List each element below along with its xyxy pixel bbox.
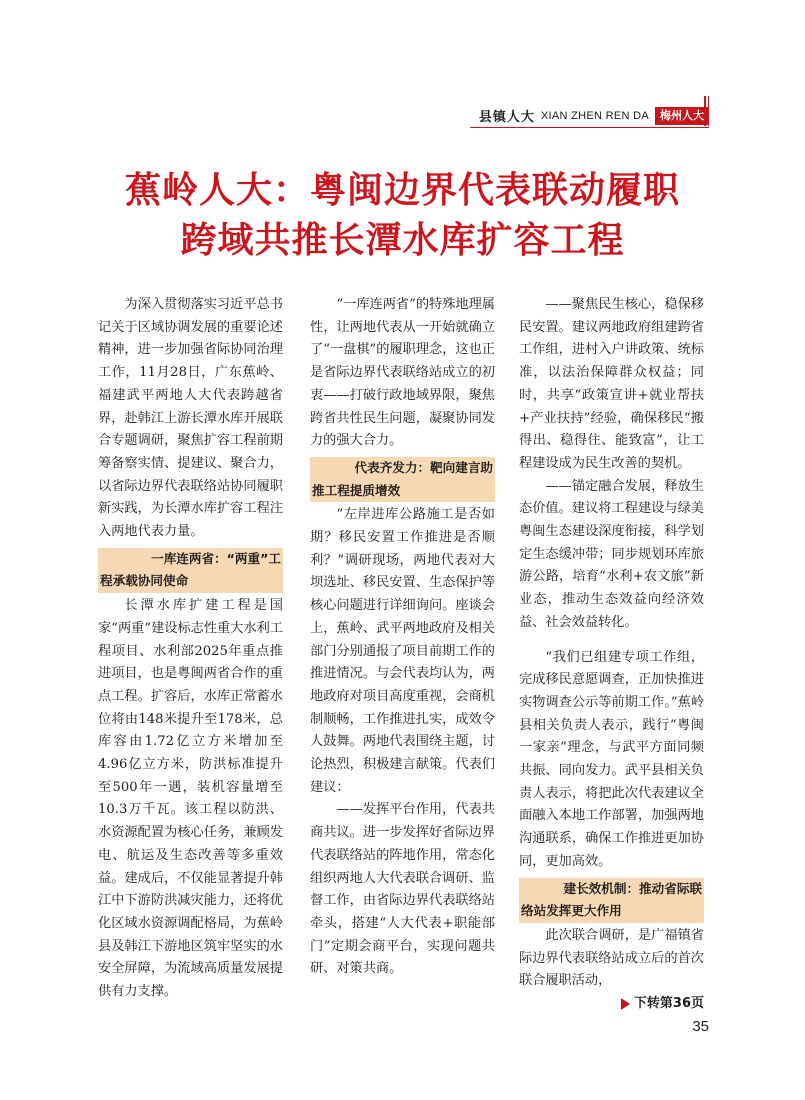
subheading-line: 建长效机制：推动省际联 [563, 880, 702, 896]
title-line-2: 跨域共推长潭水库扩容工程 [180, 219, 625, 261]
paragraph: “左岸进库公路施工是否如期？移民安置工作推进是否顺利？”调研现场，两地代表对大坝选址、移民安置、生态保护等核心问题进行详细询问。座谈会上，蕉岭、武平两地政府及相关部门分别通报了项目前期工作的推进情况。与会代表均认为，两地政府对项目高度重视，会商机制顺畅，工作推进扎实，成效令人鼓舞。两地代表围绕主题，讨论热烈，积极建言献策。代表们建议： [310, 507, 495, 795]
subheading-line: 推工程提质增效 [312, 482, 401, 498]
section-name-en: XIAN ZHEN REN DA [540, 109, 649, 122]
arrow-right-icon [621, 998, 630, 1010]
paragraph: ——聚焦民生核心，稳保移民安置。建议两地政府组建跨省工作组，进村入户讲政策、统标准，以法治保障群众权益；同时，共享“政策宣讲+就业帮扶+产业扶持”经验，确保移民“搬得出、稳得住、能致富”，让工程建设成为民生改善的契机。 [519, 297, 704, 471]
article-title [0, 166, 805, 266]
subheading-line: 程承载协同使命 [100, 573, 189, 589]
column-3 [519, 294, 704, 1016]
title-line-1: 蕉岭人大：粤闽边界代表联动履职 [124, 169, 680, 211]
paragraph: “我们已组建专项工作组，完成移民意愿调查，正加快推进实物调查公示等前期工作。”蕉岭县相关负责人表示，践行“粤闽一家亲”理念，与武平方面同频共振、同向发力。武平县相关负责人表示，将把此次代表建议全面融入本地工作部署，加强两地沟通联系，确保工作推进更加协同，更加高效。 [519, 649, 704, 869]
subheading-3 [519, 878, 704, 923]
page-number: 35 [692, 1018, 709, 1035]
subheading-line: 一库连两省：“两重”工 [151, 550, 281, 566]
continued-notice [519, 993, 704, 1016]
paragraph: ——锚定融合发展，释放生态价值。建议将工程建设与绿美粤闽生态建设深度衔接，科学划定生态缓冲带；同步规划环库旅游公路，培育“水利+农文旅”新业态，推动生态效益向经济效益、社会效益转化。 [519, 478, 704, 630]
paragraph: 为深入贯彻落实习近平总书记关于区域协调发展的重要论述精神，进一步加强省际协同治理工作，11月28日，广东蕉岭、福建武平两地人大代表跨越省界，赴韩江上游长潭水库开展联合专题调研，聚焦扩容工程前期筹备察实情、提建议、聚合力，以省际边界代表联络站协同履职新实践，为长潭水库扩容工程注入两地代表力量。 [98, 297, 283, 540]
continued-text: 下转第36页 [633, 996, 704, 1012]
column-1 [98, 294, 283, 1004]
section-name-cn: 县镇人大 [478, 110, 535, 125]
paragraph: 此次联合调研，是广福镇省际边界代表联络站成立后的首次联合履职活动， [519, 927, 704, 989]
section-header [479, 106, 709, 125]
subheading-1 [98, 548, 283, 593]
column-2 [310, 294, 495, 981]
header-rule [470, 127, 709, 128]
paragraph: 长潭水库扩建工程是国家“两重”建设标志性重大水利工程项目、水利部2025年重点推进项目，也是粤闽两省合作的重点工程。扩容后，水库正常蓄水位将由148米提升至178米，总库容由1.72亿立方米增加至4.96亿立方米，防洪标准提升至500年一遇，装机容量增至10.3万千瓦。该工程以防洪、水资源配置为核心任务，兼顾发电、航运及生态改善等多重效益。建成后，不仅能显著提升韩江中下游防洪减灾能力，还将优化区域水资源调配格局，为蕉岭县及韩江下游地区筑牢坚实的水安全屏障，为流域高质量发展提供有力支撑。 [98, 598, 283, 1000]
magazine-badge: 梅州人大 [655, 107, 709, 125]
paragraph: ——发挥平台作用，代表共商共议。进一步发挥好省际边界代表联络站的阵地作用，常态化组织两地人大代表联合调研、监督工作，由省际边界代表联络站牵头，搭建“人大代表+职能部门”定期会商平台，实现问题共研、对策共商。 [310, 802, 495, 977]
paragraph: “一库连两省”的特殊地理属性，让两地代表从一开始就确立了“一盘棋”的履职理念，这也正是省际边界代表联络站成立的初衷——打破行政地域界限，聚焦跨省共性民生问题，凝聚协同发力的强大合力。 [310, 297, 495, 449]
subheading-line: 代表齐发力：靶向建言助 [354, 459, 493, 475]
subheading-line: 络站发挥更大作用 [521, 903, 622, 919]
subheading-2 [310, 457, 495, 502]
